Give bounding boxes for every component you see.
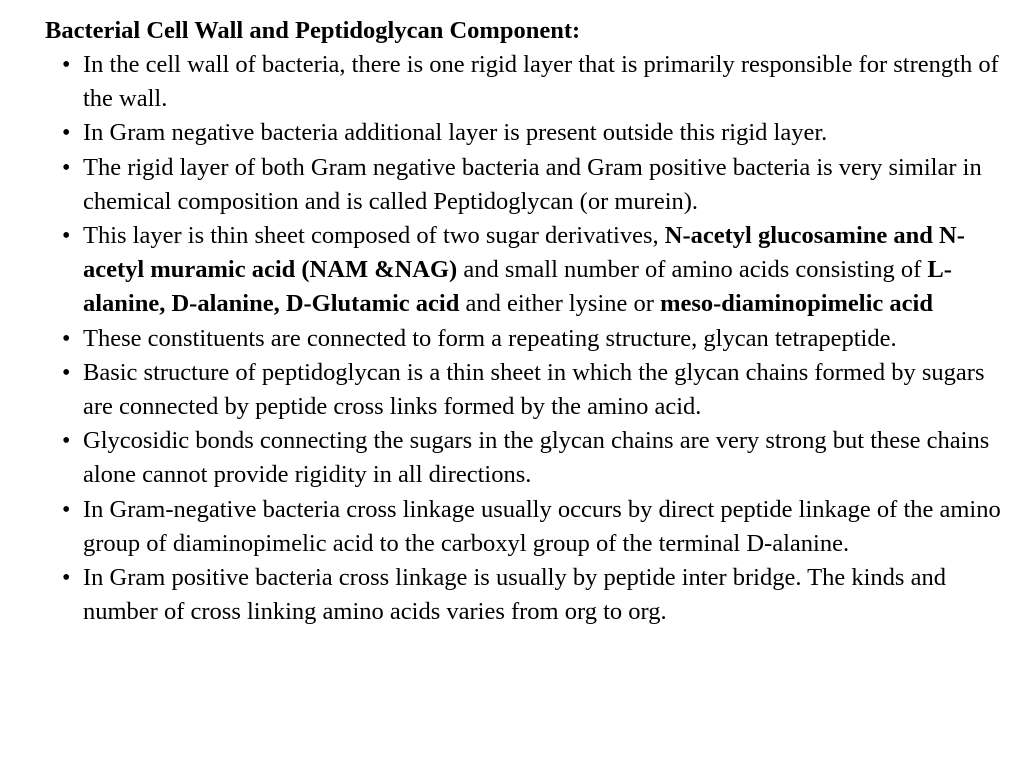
bullet-item — [0, 356, 1003, 424]
text-segment: In Gram negative bacteria additional layer is present outside this rigid layer. — [83, 119, 828, 147]
bullet-dot-icon: • — [62, 428, 71, 455]
bullet-list — [0, 48, 1024, 629]
bold-text-segment: L-alanine, D-alanine, D-Glutamic acid — [83, 256, 952, 318]
bullet-dot-icon: • — [62, 154, 71, 181]
bullet-dot-icon: • — [62, 223, 71, 250]
bullet-item — [0, 48, 1003, 116]
bullet-item — [0, 322, 1003, 356]
bullet-dot-icon: • — [62, 52, 71, 78]
bullet-dot-icon: • — [62, 496, 71, 523]
text-segment: In the cell wall of bacteria, there is one rigid layer that is primarily responsible for strength of the wall. — [83, 51, 999, 113]
bullet-item — [0, 151, 1003, 219]
bullet-dot-icon: • — [62, 325, 71, 352]
bullet-item — [0, 116, 1003, 150]
bullet-item — [0, 561, 1003, 629]
text-segment: These constituents are connected to form a repeating structure, glycan tetrapeptide. — [83, 324, 897, 352]
bold-text-segment: meso-diaminopimelic acid — [660, 290, 933, 318]
bullet-dot-icon: • — [62, 565, 71, 592]
bullet-item — [0, 493, 1003, 561]
text-segment: In Gram-negative bacteria cross linkage usually occurs by direct peptide linkage of the amino group of diaminopimelic acid to the carboxyl group of the terminal D-alanine. — [83, 495, 1001, 557]
bold-text-segment: N-acetyl glucosamine and N-acetyl muramic acid (NAM &NAG) — [83, 222, 965, 284]
text-segment: Basic structure of peptidoglycan is a thin sheet in which the glycan chains formed by sugars are connected by peptide cross links formed by the amino acid. — [83, 358, 985, 421]
text-segment: and small number of amino acids consisting of — [457, 256, 928, 284]
bullet-dot-icon: • — [62, 359, 71, 386]
slide-title: Bacterial Cell Wall and Peptidoglycan Component: — [45, 17, 581, 44]
bullet-item — [0, 424, 1003, 492]
text-segment: This layer is thin sheet composed of two sugar derivatives, — [83, 222, 665, 250]
text-segment: The rigid layer of both Gram negative bacteria and Gram positive bacteria is very similar in chemical composition and is called Peptidoglycan (or murein). — [83, 153, 982, 215]
bullet-dot-icon: • — [62, 120, 71, 147]
text-segment: In Gram positive bacteria cross linkage is usually by peptide inter bridge. The kinds and number of cross linking amino acids varies from org to org. — [83, 564, 946, 626]
text-segment: Glycosidic bonds connecting the sugars in the glycan chains are very strong but these chains alone cannot provide rigidity in all directions. — [83, 427, 990, 489]
text-segment: and either lysine or — [459, 290, 661, 318]
bullet-item — [0, 219, 1003, 322]
